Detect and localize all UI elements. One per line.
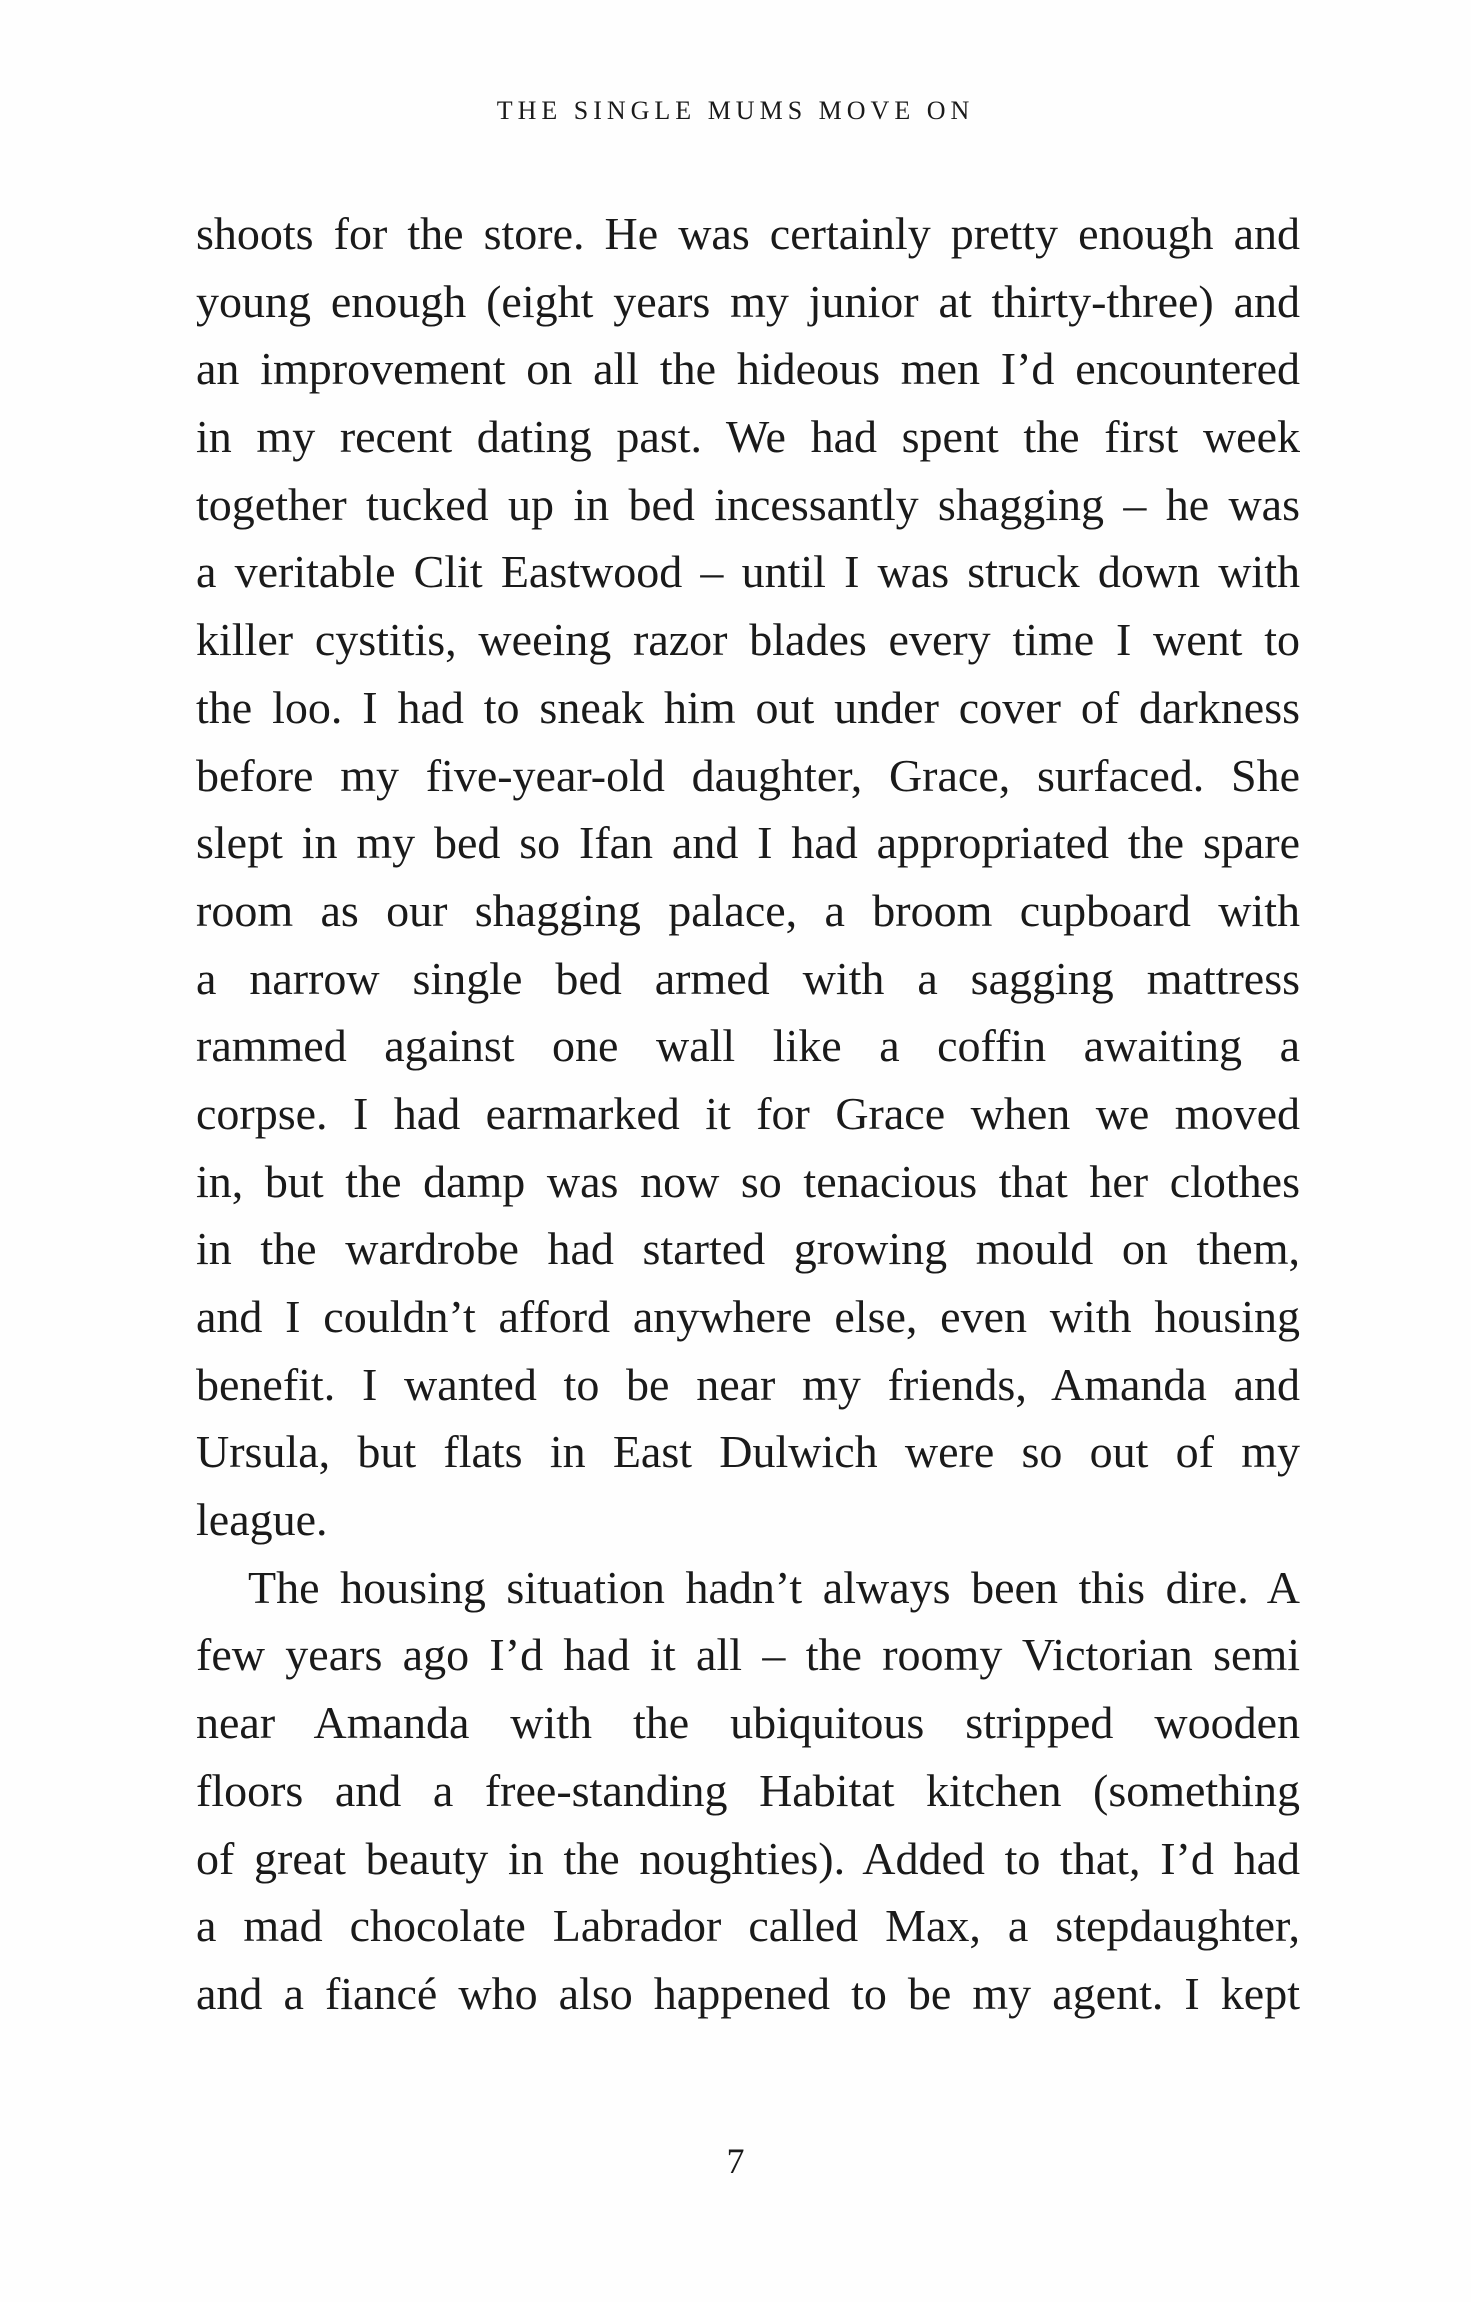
text-line: before my five-year-old daughter, Grace, surfaced. She bbox=[196, 749, 1300, 801]
text-line: an improvement on all the hideous men I’d encountered bbox=[196, 343, 1300, 395]
text-line: in, but the damp was now so tenacious that her clothes bbox=[196, 1155, 1300, 1207]
text-line: killer cystitis, weeing razor blades every time I went to bbox=[196, 614, 1300, 666]
paragraph-1 bbox=[196, 200, 1300, 1554]
text-line: and a fiancé who also happened to be my agent. I kept bbox=[196, 1967, 1300, 2019]
running-head: THE SINGLE MUMS MOVE ON bbox=[496, 96, 975, 125]
text-line: a mad chocolate Labrador called Max, a stepdaughter, bbox=[196, 1900, 1300, 1952]
text-line: in the wardrobe had started growing mould on them, bbox=[196, 1223, 1300, 1275]
text-line: shoots for the store. He was certainly pretty enough and bbox=[196, 208, 1300, 259]
text-line: league. bbox=[196, 1494, 328, 1546]
text-line: of great beauty in the noughties). Added to that, I’d had bbox=[196, 1832, 1300, 1884]
text-line: slept in my bed so Ifan and I had appropriated the spare bbox=[196, 817, 1300, 869]
text-line: room as our shagging palace, a broom cupboard with bbox=[196, 884, 1300, 936]
page-number: 7 bbox=[726, 2141, 745, 2181]
text-line: a narrow single bed armed with a sagging mattress bbox=[196, 952, 1300, 1004]
text-line: together tucked up in bed incessantly shagging – he was bbox=[196, 478, 1300, 530]
text-line: in my recent dating past. We had spent the first week bbox=[196, 411, 1300, 463]
text-line: few years ago I’d had it all – the roomy Victorian semi bbox=[196, 1629, 1300, 1681]
text-line: Ursula, but flats in East Dulwich were so out of my bbox=[196, 1426, 1300, 1478]
text-line: floors and a free-standing Habitat kitchen (something bbox=[196, 1764, 1300, 1816]
text-line: The housing situation hadn’t always been this dire. A bbox=[248, 1561, 1300, 1613]
paragraph-2 bbox=[196, 1554, 1300, 2028]
text-line: a veritable Clit Eastwood – until I was struck down with bbox=[196, 546, 1300, 598]
text-line: the loo. I had to sneak him out under cover of darkness bbox=[196, 681, 1300, 733]
text-line: corpse. I had earmarked it for Grace when we moved bbox=[196, 1087, 1300, 1139]
text-line: near Amanda with the ubiquitous stripped wooden bbox=[196, 1697, 1300, 1749]
body-text bbox=[196, 200, 1300, 2028]
text-line: rammed against one wall like a coffin awaiting a bbox=[196, 1020, 1300, 1072]
text-line: benefit. I wanted to be near my friends, Amanda and bbox=[196, 1358, 1300, 1410]
text-line: and I couldn’t afford anywhere else, even with housing bbox=[196, 1291, 1300, 1342]
text-line: young enough (eight years my junior at thirty-three) and bbox=[196, 275, 1300, 327]
